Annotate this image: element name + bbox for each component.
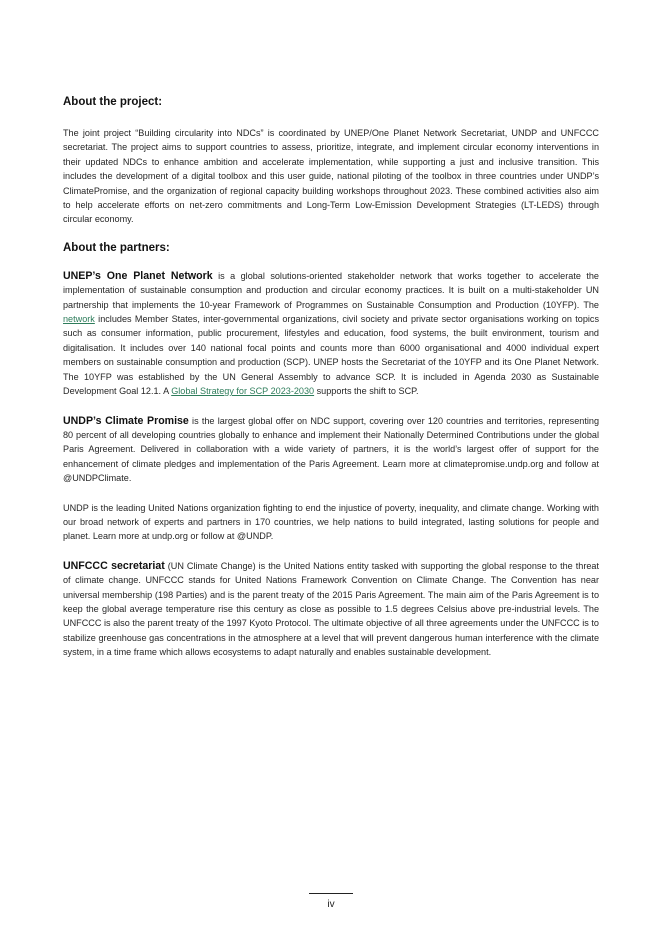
undp-paragraph: UNDP is the leading United Nations organization fighting to end the injustice of poverty, inequality, and climate change. Working with our broad network of experts and partners in 170 countries, we help nations to build integrated, lasting solutions for people and planet. Learn more at undp.org or follow at @UNDP. [63, 502, 599, 542]
page-content [63, 94, 599, 660]
unfccc-text: (UN Climate Change) is the United Nations entity tasked with supporting the global response to the threat of climate change. UNFCCC stands for United Nations Framework Convention on Climate Change. The Convention has near universal membership (198 Parties) and is the parent treaty of the 2015 Paris Agreement. The main aim of the Paris Agreement is to keep the global average temperature rise this century as close as possible to 1.5 degrees Celsius above pre-industrial levels. The UNFCCC is also the parent treaty of the 1997 Kyoto Protocol. The ultimate objective of all three agreements under the UNFCCC is to stabilize greenhouse gas concentrations in the atmosphere at a level that will prevent dangerous human interference with the climate system, in a time frame which allows ecosystems to adapt naturally and enables sustainable development. [63, 560, 599, 658]
page-footer [309, 893, 353, 911]
footer-divider [309, 893, 353, 894]
unep-text-1: is a global solutions-oriented stakeholder network that works together to accelerate the implementation of sustainable consumption and production and circular economy practices. It is built on a multi-stakeholder UN partnership that implements the 10-year Framework of Programmes on Sustainable Consumption and Production (10YFP). The [63, 270, 599, 310]
about-project-paragraph: The joint project “Building circularity into NDCs” is coordinated by UNEP/One Planet Network Secretariat, UNDP and UNFCCC secretariat. The project aims to support countries to assess, prioritize, integrate, and implement circular economy interventions in their updated NDCs to enhance ambition and accelerate implementation, while supporting a just and inclusive transition. This includes the development of a digital toolbox and this user guide, national piloting of the toolbox in three countries under UNDP’s ClimatePromise, and the organization of regional capacity building workshops throughout 2023. These combined activities also aim to help accelerate efforts on net-zero commitments and Long-Term Low-Emission Development Strategies (LT-LEDS) through circular economy. [63, 128, 599, 225]
about-partners-heading: About the partners: [63, 241, 170, 254]
unfccc-name: UNFCCC secretariat [63, 559, 165, 572]
global-strategy-link[interactable]: Global Strategy for SCP 2023-2030 [171, 386, 315, 397]
climate-promise-name: UNDP’s Climate Promise [63, 414, 189, 427]
page-number: iv [327, 899, 335, 910]
climate-promise-text: is the largest global offer on NDC support, covering over 120 countries and territories, representing 80 percent of all developing countries globally to enhance and implement their Nationally Determined Contributions under the global Paris Agreement. Delivered in collaboration with a wide variety of partners, it is the world’s largest offer of support for the enhancement of climate pledges and implementation of the Paris Agreement. Learn more at climatepromise.undp.org and follow at @UNDPClimate. [63, 415, 599, 484]
network-link[interactable]: network [63, 314, 95, 325]
unep-text-3: supports the shift to SCP. [314, 386, 419, 397]
unfccc-paragraph [63, 559, 599, 660]
unep-name: UNEP’s One Planet Network [63, 269, 213, 282]
about-project-heading: About the project: [63, 96, 163, 108]
unep-text-2: includes Member States, inter-governmental organizations, civil society and private sector organisations working on topics such as consumer information, public procurement, lifestyles and education, food systems, the built environment, tourism and digitalisation. It includes over 140 national focal points and counts more than 6000 organisational and 4000 individual expert members on sustainable consumption and production (SCP). UNEP hosts the Secretariat of the 10YFP and its One Planet Network. The 10YFP was established by the UN General Assembly to advance SCP. It is included in Agenda 2030 as Sustainable Development Goal 12.1. A [63, 314, 599, 397]
unep-paragraph [63, 269, 599, 399]
climate-promise-paragraph [63, 414, 599, 486]
